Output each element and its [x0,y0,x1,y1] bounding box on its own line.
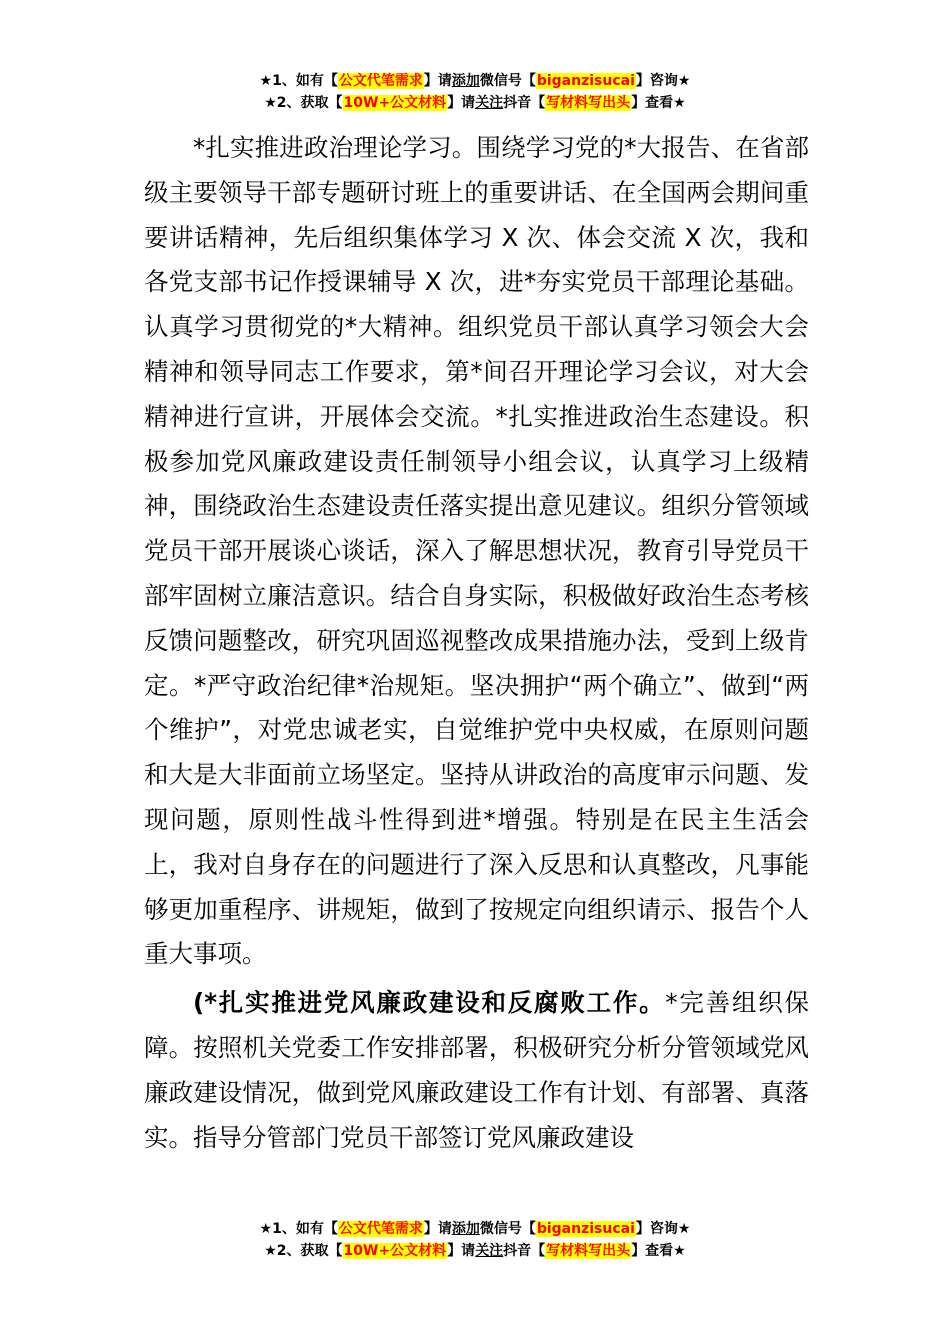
header-banner [0,70,950,114]
banner-wechat-id: biganzisucai [536,73,635,89]
banner-douyin-id: 写材料写出头 [546,95,631,111]
banner-underlined-text: 添加 [451,1221,480,1237]
banner-text: 】查看★ [631,95,686,111]
banner-line-2 [0,92,950,114]
banner-text: ★1、如有【 [259,73,338,89]
banner-text: ★2、获取【 [264,95,343,111]
banner-line-1 [0,70,950,92]
banner-highlight: 10W+公文材料 [343,95,447,111]
banner-text: 】请 [447,95,476,111]
banner-text: 】请 [423,73,452,89]
paragraph-1: *扎实推进政治理论学习。围绕学习党的*大报告、在省部级主要领导干部专题研讨班上的重要讲话、在全国两会期间重要讲话精神，先后组织集体学习 X 次、体会交流 X 次，我和各党支部书记作授课辅导 X 次，进*夯实党员干部理论基础。认真学习贯彻党的*大精神。组织党员干部认真学习领会大会精神和领导同志工作要求，第*间召开理论学习会议，对大会精神进行宣讲，开展体会交流。*扎实推进政治生态建设。积极参加党风廉政建设责任制领导小组会议，认真学习上级精神，围绕政治生态建设责任落实提出意见建议。组织分管领域党员干部开展谈心谈话，深入了解思想状况，教育引导党员干部牢固树立廉洁意识。结合自身实际，积极做好政治生态考核反馈问题整改，研究巩固巡视整改成果措施办法，受到上级肯定。*严守政治纪律*治规矩。坚决拥护“两个确立”、做到“两个维护”，对党忠诚老实，自觉维护党中央权威，在原则问题和大是大非面前立场坚定。坚持从讲政治的高度审示问题、发现问题，原则性战斗性得到进*增强。特别是在民主生活会上，我对自身存在的问题进行了深入反思和认真整改，凡事能够更加重程序、讲规矩，做到了按规定向组织请示、报告个人重大事项。 [144,133,809,969]
banner-text: 抖音【 [503,95,546,111]
banner-text: 微信号【 [479,73,536,89]
banner-douyin-id: 写材料写出头 [546,1243,631,1259]
paragraph-2-heading: (*扎实推进党风廉政建设和反腐败工作。 [193,988,666,1018]
banner-text: ★2、获取【 [264,1243,343,1259]
banner-highlight: 公文代笔需求 [338,73,423,89]
banner-text: 抖音【 [503,1243,546,1259]
banner-highlight: 公文代笔需求 [338,1221,423,1237]
paragraph-2 [144,981,809,1160]
banner-text: 微信号【 [479,1221,536,1237]
banner-text: ★1、如有【 [259,1221,338,1237]
document-body [144,126,809,1160]
paragraph-2-text: *完善组织保障。按照机关党委工作安排部署，积极研究分析分管领域党风廉政建设情况，做到党风廉政建设工作有计划、有部署、真落实。指导分管部门党员干部签订党风廉政建设 [144,988,809,1152]
banner-highlight: 10W+公文材料 [343,1243,447,1259]
banner-underlined-text: 关注 [475,1243,504,1259]
banner-wechat-id: biganzisucai [536,1221,635,1237]
banner-text: 】查看★ [631,1243,686,1259]
banner-underlined-text: 关注 [475,95,504,111]
footer-banner [0,1218,950,1262]
banner-text: 】请 [423,1221,452,1237]
banner-text: 】咨询★ [635,73,691,89]
banner-line-2 [0,1240,950,1262]
banner-text: 】咨询★ [635,1221,691,1237]
banner-text: 】请 [447,1243,476,1259]
banner-underlined-text: 添加 [451,73,480,89]
banner-line-1 [0,1218,950,1240]
